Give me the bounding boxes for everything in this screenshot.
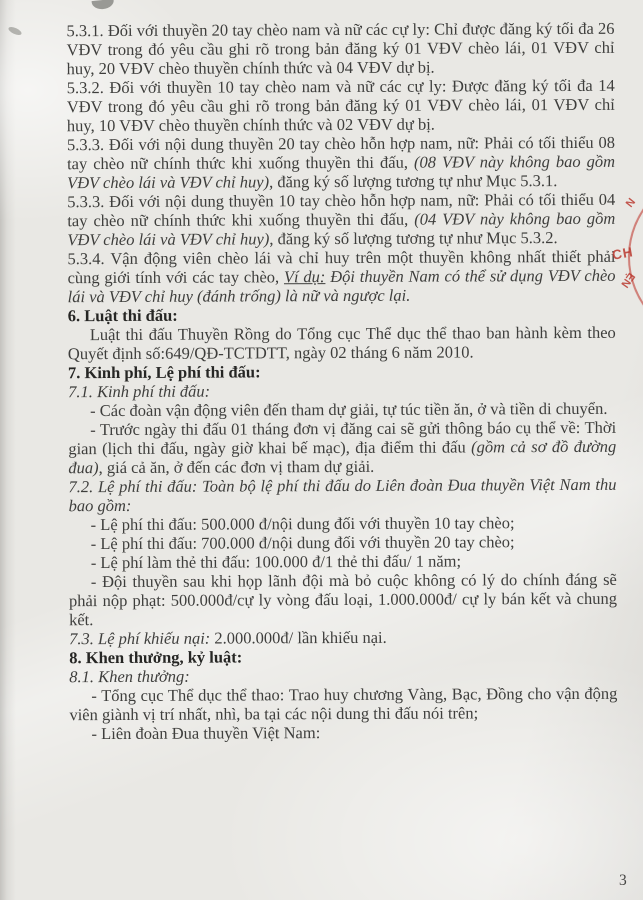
scan-smudge-top	[92, 0, 115, 10]
section-7-2-item-2: - Lệ phí thi đấu: 700.000 đ/nội dung đối với thuyền 20 tay chèo;	[90, 532, 515, 554]
section-6-body: Luật thi đấu Thuyền Rồng do Tổng cục Thể dục thể thao ban hành kèm theo Quyết định số:649/QĐ-TCTDTT, ngày 02 tháng 6 năm 2010.	[67, 322, 616, 364]
paragraph-text: 5.3.3. Đối với nội dung thuyền 20 tay chèo hỗn hợp nam, nữ: Phải có tối thiểu 08 tay chèo nữ chính thức khi xuống thuyền thi đấu,	[66, 132, 616, 174]
section-8-heading: 8. Khen thưởng, kỷ luật:	[69, 647, 243, 668]
red-stamp-letters-middle: CH	[610, 244, 635, 263]
section-7-1-item-2	[68, 418, 616, 477]
section-8-1-item-2: - Liên đoàn Đua thuyền Việt Nam:	[91, 723, 321, 744]
paragraph-5-3-3-boat10	[67, 190, 615, 249]
paragraph-text: - Trước ngày thi đấu 01 tháng đơn vị đăng cai sẽ gửi thông báo cụ thể về: Thời gian (lịch thi đấu, ngày giờ khai bế mạc), địa điểm thi đấu	[68, 417, 617, 459]
section-7-2-item-1: - Lệ phí thi đấu: 500.000 đ/nội dung đối với thuyền 10 tay chèo;	[90, 513, 515, 535]
red-stamp-letters-bottom: ẸN	[618, 270, 637, 290]
red-stamp-letters-top: N	[623, 196, 639, 210]
paragraph-text: 5.3.3. Đối với nội dung thuyền 10 tay chèo hỗn hợp nam, nữ: Phải có tối thiểu 04 tay chèo nữ chính thức khi xuống thuyền thi đấu,	[67, 189, 616, 231]
section-7-2-intro: 7.2. Lệ phí thi đấu: Toàn bộ lệ phí thi đấu do Liên đoàn Đua thuyền Việt Nam thu bao gồm:	[68, 474, 617, 516]
section-6-heading: 6. Luật thi đấu:	[67, 305, 178, 326]
example-text: Đội thuyền Nam có thể sử dụng VĐV chèo lái và VĐV chỉ huy (đánh trống) là nữ và ngược lại.	[67, 265, 616, 307]
paragraph-5-3-4	[67, 247, 615, 306]
paragraph-italic-note: (04 VĐV này không bao gồm VĐV chèo lái và VĐV chỉ huy)	[67, 208, 616, 250]
paragraph-5-3-2: 5.3.2. Đối với thuyền 10 tay chèo nam và nữ các cự ly: Được đăng ký tối đa 14 VĐV trong đó yêu cầu ghi rõ trong bản đăng ký 01 VĐV chèo lái, 01 VĐV chỉ huy, 10 VĐV chèo thuyền chính thức và 02 VĐV dự bị.	[66, 75, 615, 136]
section-7-1-label: 7.1. Kinh phí thi đấu:	[68, 381, 211, 402]
section-7-heading: 7. Kinh phí, Lệ phí thi đấu:	[67, 362, 261, 383]
paragraph-5-3-3-boat20	[67, 133, 615, 192]
section-7-1-item-1: - Các đoàn vận động viên đến tham dự giải, tự túc tiền ăn, ở và tiền di chuyển.	[90, 398, 608, 421]
paragraph-italic-note: (gồm cả sơ đồ đường đua)	[68, 436, 617, 478]
example-label: Ví dụ:	[283, 267, 326, 287]
document-body	[66, 19, 617, 743]
section-7-2-item-4: - Đội thuyền sau khi họp lãnh đội mà bỏ cuộc không có lý do chính đáng sẽ phải nộp phạt: 500.000đ/cự ly vòng đấu loại, 1.000.000đ/ cự ly bán kết và chung kết.	[68, 569, 617, 630]
page-number: 3	[619, 872, 627, 889]
section-7-3-text: 2.000.000đ/ lần khiếu nại.	[210, 627, 387, 648]
paragraph-italic-note: (08 VĐV này không bao gồm VĐV chèo lái và VĐV chỉ huy)	[67, 151, 616, 193]
section-8-1-label: 8.1. Khen thưởng:	[69, 666, 190, 687]
scan-smudge-left	[7, 25, 22, 36]
paragraph-text: , đăng ký số lượng tương tự như Mục 5.3.1.	[269, 171, 558, 192]
section-7-2-item-3: - Lệ phí làm thẻ thi đấu: 100.000 đ/1 thẻ thi đấu/ 1 năm;	[90, 551, 462, 573]
paragraph-text: , giá cả ăn, ở đến các đơn vị tham dự giải.	[98, 456, 375, 478]
paragraph-text: 5.3.4. Vận động viên chèo lái và chỉ huy trên một thuyền không nhất thiết phải cùng giới tính với các tay chèo,	[67, 246, 616, 288]
paragraph-5-3-1: 5.3.1. Đối với thuyền 20 tay chèo nam và nữ các cự ly: Chỉ được đăng ký tối đa 26 VĐV trong đó yêu cầu ghi rõ trong bản đăng ký 01 VĐV chèo lái, 01 VĐV chỉ huy, 20 VĐV chèo thuyền chính thức và 04 VĐV dự bị.	[66, 18, 615, 79]
section-8-1-item-1: - Tổng cục Thể dục thể thao: Trao huy chương Vàng, Bạc, Đồng cho vận động viên giành vị trí nhất, nhì, ba tại các nội dung thi đấu nói trên;	[69, 683, 618, 725]
section-7-3	[69, 627, 617, 648]
section-7-3-label: 7.3. Lệ phí khiếu nại:	[69, 628, 211, 649]
paragraph-text: , đăng ký số lượng tương tự như Mục 5.3.2.	[269, 228, 558, 249]
